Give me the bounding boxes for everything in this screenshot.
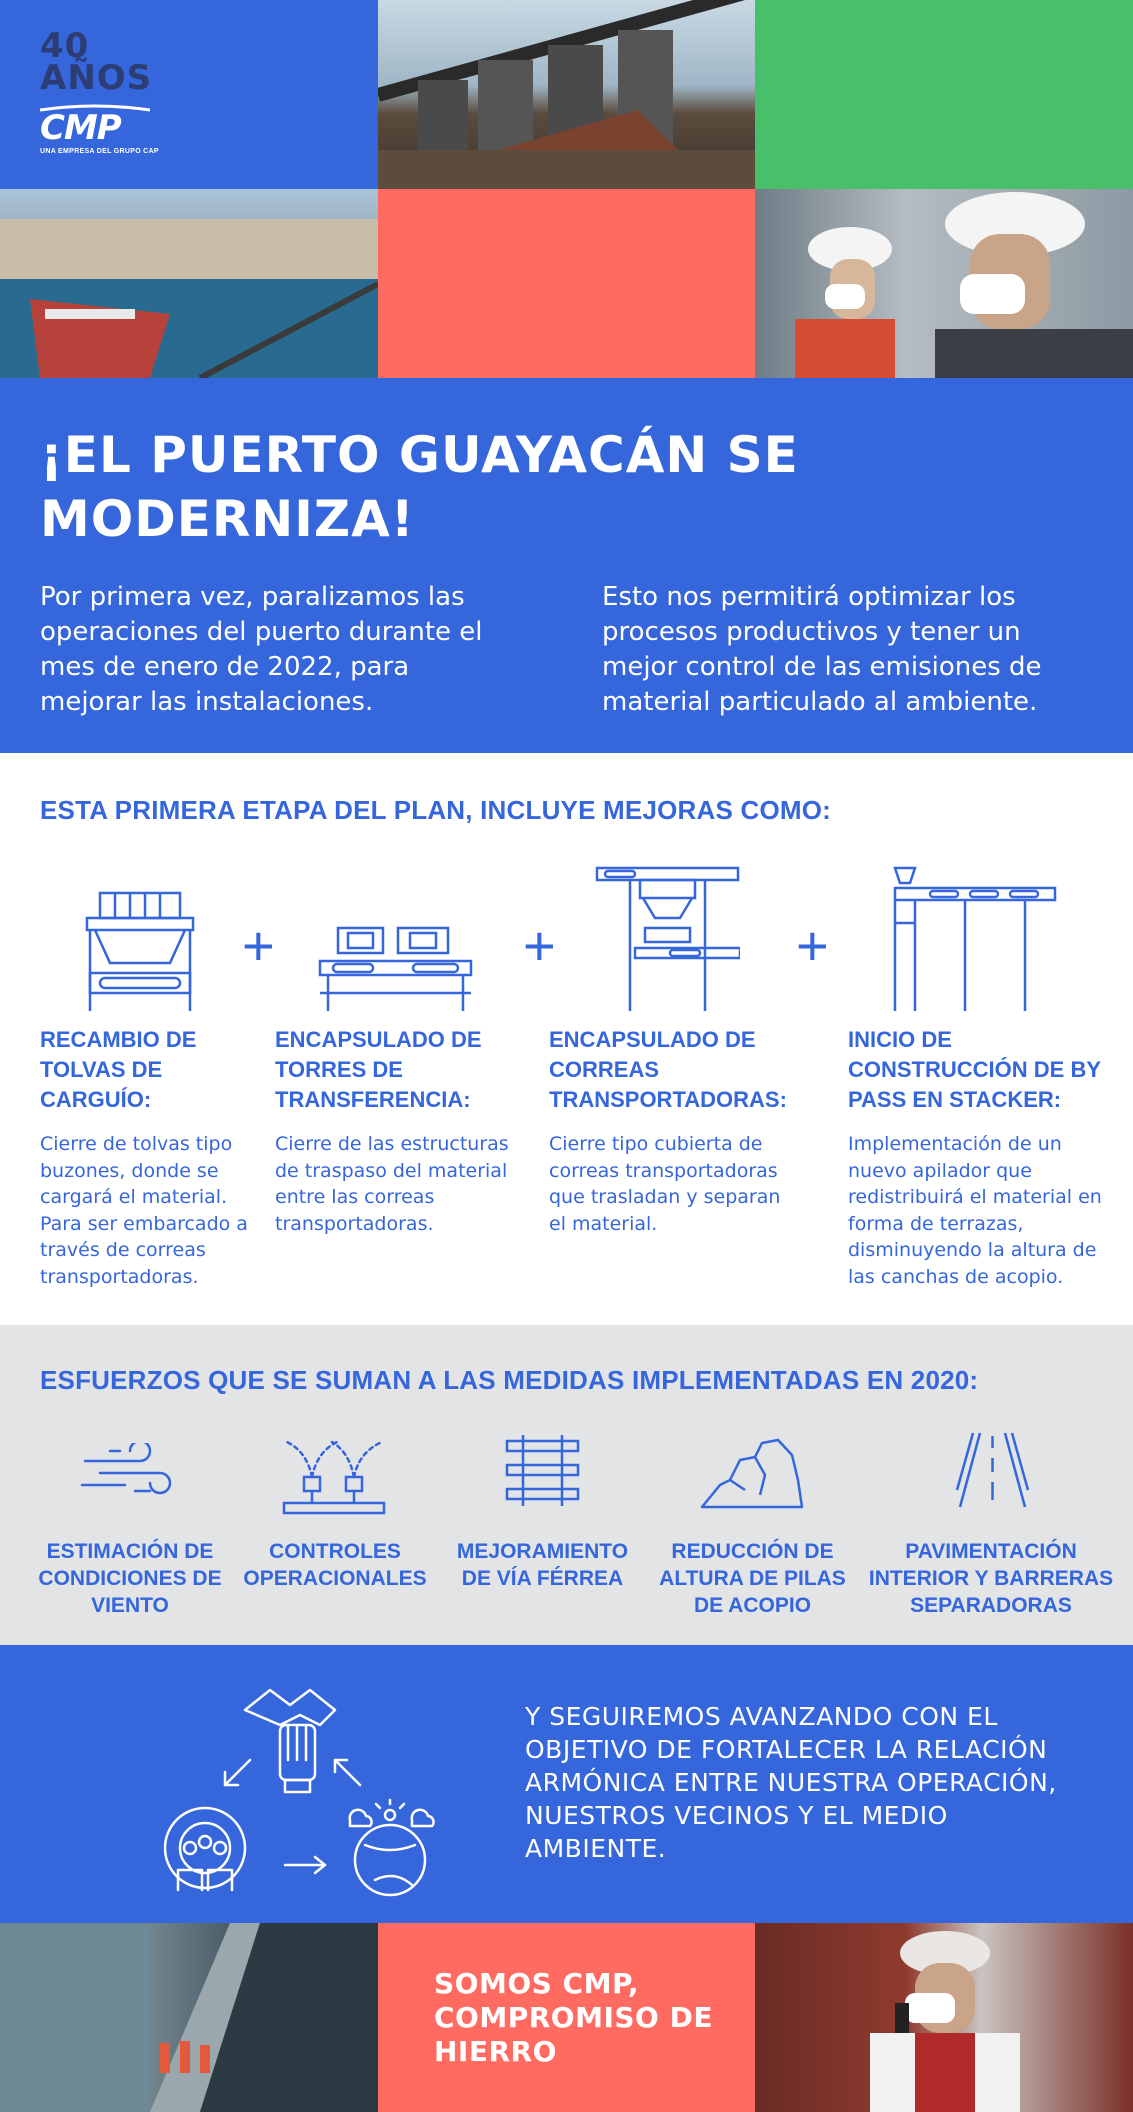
- efforts-heading: ESFUERZOS QUE SE SUMAN A LAS MEDIDAS IMPLEMENTADAS EN 2020:: [40, 1365, 979, 1395]
- anniversary-mark: 40 AÑOS: [40, 26, 153, 98]
- stacker-icon: [890, 863, 1060, 1013]
- item-desc-conveyors: Cierre tipo cubierta de correas transportadoras que trasladan y separan el material.: [549, 1133, 781, 1235]
- effort-label-wind: ESTIMACIÓN DE CONDICIONES DE VIENTO: [38, 1540, 222, 1617]
- intro-paragraph-left: Por primera vez, paralizamos las operaciones del puerto durante el mes de enero de 2022, para mejorar las instalaciones.: [40, 582, 483, 717]
- bottom-mosaic: [0, 1923, 1133, 2112]
- improvements-section: [0, 753, 1133, 1325]
- effort-label-stockpile: REDUCCIÓN DE ALTURA DE PILAS DE ACOPIO: [659, 1540, 846, 1617]
- slogan-text: SOMOS CMP, COMPROMISO DE HIERRO: [434, 1967, 713, 2068]
- port-structure-illustration: [378, 0, 755, 189]
- item-desc-hopper: Cierre de tolvas tipo buzones, donde se cargará el material. Para ser embarcado a través de correas transportadoras.: [40, 1133, 248, 1288]
- hero-section: [0, 378, 1133, 753]
- effort-label-railway: MEJORAMIENTO DE VÍA FÉRREA: [456, 1540, 629, 1590]
- item-title-conveyors: ENCAPSULADO DE CORREAS TRANSPORTADORAS:: [549, 1027, 787, 1112]
- item-title-towers: ENCAPSULADO DE TORRES DE TRANSFERENCIA:: [275, 1027, 482, 1112]
- plus-icon: +: [796, 914, 829, 977]
- cmp-logo: CMP: [40, 108, 121, 148]
- workers-illustration: [755, 189, 1133, 378]
- railway-icon: [505, 1433, 580, 1508]
- sprinkler-icon: [282, 1437, 387, 1517]
- photo-worker-radio: [755, 1923, 1133, 2112]
- item-title-stacker: INICIO DE CONSTRUCCIÓN DE BY PASS EN STACKER:: [848, 1027, 1101, 1112]
- improvements-heading: ESTA PRIMERA ETAPA DEL PLAN, INCLUYE MEJORAS COMO:: [40, 795, 832, 825]
- worker-radio-illustration: [755, 1923, 1133, 2112]
- plus-icon: +: [523, 914, 556, 977]
- harbor-illustration: [0, 189, 378, 378]
- stockpile-icon: [700, 1435, 805, 1510]
- conveyor-icon: [595, 863, 740, 1013]
- green-block: [755, 0, 1133, 189]
- transfer-tower-icon: [318, 923, 473, 1013]
- page-title: ¡EL PUERTO GUAYACÁN SE MODERNIZA!: [40, 426, 799, 548]
- hopper-icon: [85, 888, 195, 1013]
- community-cycle-icon: [150, 1680, 450, 1900]
- effort-label-paving: PAVIMENTACIÓN INTERIOR Y BARRERAS SEPARADORAS: [868, 1540, 1114, 1617]
- photo-harbor-ship: [0, 189, 378, 378]
- item-title-hopper: RECAMBIO DE TOLVAS DE CARGUÍO:: [40, 1027, 197, 1112]
- logo-tagline: UNA EMPRESA DEL GRUPO CAP: [40, 148, 159, 155]
- plus-icon: +: [242, 914, 275, 977]
- photo-workers-helmets: [755, 189, 1133, 378]
- item-desc-stacker: Implementación de un nuevo apilador que redistribuirá el material en forma de terrazas, disminuyendo la altura de las canchas de acopio.: [848, 1133, 1102, 1288]
- wind-icon: [80, 1443, 180, 1503]
- item-desc-towers: Cierre de las estructuras de traspaso del material entre las correas transportadoras.: [275, 1133, 509, 1235]
- road-icon: [955, 1430, 1030, 1510]
- closing-section: [0, 1645, 1133, 1923]
- intro-paragraph-right: Esto nos permitirá optimizar los procesos productivos y tener un mejor control de las emisiones de material particulado al ambiente.: [602, 582, 1042, 717]
- photo-port-structure: [378, 0, 755, 189]
- logo-swoosh-icon: [40, 104, 150, 112]
- logo-tile: [0, 0, 378, 189]
- slogan-block: [378, 1923, 755, 2112]
- effort-label-operational: CONTROLES OPERACIONALES: [243, 1540, 427, 1590]
- photo-conveyor-walkway: [0, 1923, 378, 2112]
- coral-block: [378, 189, 755, 378]
- conveyor-walkway-illustration: [0, 1923, 378, 2112]
- closing-statement: Y SEGUIREMOS AVANZANDO CON EL OBJETIVO DE FORTALECER LA RELACIÓN ARMÓNICA ENTRE NUESTRA OPERACIÓN, NUESTROS VECINOS Y EL MEDIO AMBIENTE.: [525, 1702, 1057, 1863]
- efforts-section: [0, 1325, 1133, 1645]
- top-mosaic: [0, 0, 1133, 378]
